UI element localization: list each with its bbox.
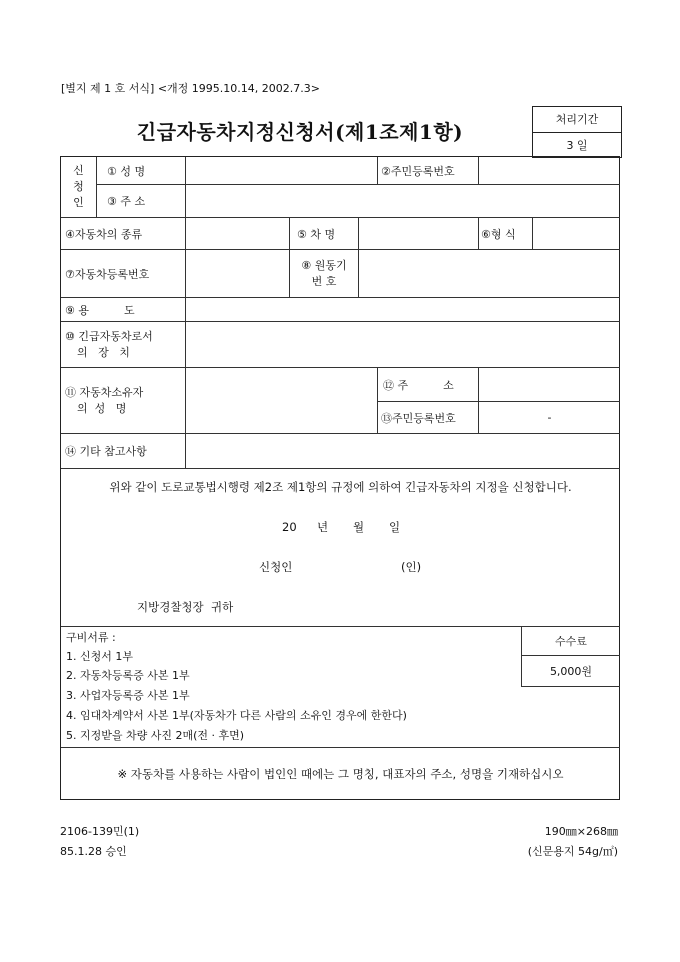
equipment-field[interactable] xyxy=(186,322,620,367)
processing-period-label: 처리기간 xyxy=(533,107,621,133)
equipment-label-line-2: 의 장 치 xyxy=(77,345,130,359)
processing-period-box xyxy=(532,106,622,158)
signature-line xyxy=(61,557,620,577)
date-day-unit: 일 xyxy=(389,520,401,534)
notes-field[interactable] xyxy=(186,434,620,468)
seal-label: (인) xyxy=(401,560,422,574)
date-month-unit: 월 xyxy=(353,520,365,534)
name-field[interactable] xyxy=(186,157,377,184)
recipient-label: 지방경찰청장 귀하 xyxy=(137,600,234,614)
engine-label-line-2: 번 호 xyxy=(311,274,337,288)
vehicle-type-label: ④자동차의 종류 xyxy=(65,227,143,241)
document-item: 5. 지정받을 차량 사진 2매(전 · 후면) xyxy=(66,729,245,742)
engine-label-line-1: ⑧ 원동기 xyxy=(301,258,347,272)
address-field[interactable] xyxy=(186,185,620,217)
registration-number-label: ⑦자동차등록번호 xyxy=(65,267,150,281)
owner-rrn-label: ⑬주민등록번호 xyxy=(381,411,456,425)
address-label: ③ 주 소 xyxy=(107,195,146,208)
equipment-label xyxy=(65,322,185,367)
fee-value: 5,000원 xyxy=(549,665,593,678)
owner-label-line-1: ⑪ 자동차소유자 xyxy=(65,385,144,399)
notice-text: ※ 자동차를 사용하는 사람이 법인인 때에는 그 명칭, 대표자의 주소, 성명을 기재하십시오 xyxy=(117,767,564,781)
engine-number-label xyxy=(290,250,358,297)
applicant-group-label xyxy=(61,157,96,217)
paper-size: 190㎜×268㎜ xyxy=(544,825,618,838)
document-item: 1. 신청서 1부 xyxy=(66,650,133,663)
registration-number-field[interactable] xyxy=(186,250,289,297)
vehicle-type-field[interactable] xyxy=(186,218,289,249)
vehicle-form-label: ⑥형 식 xyxy=(481,227,516,241)
form-code: 2106-139민(1) xyxy=(60,825,140,838)
use-field[interactable] xyxy=(186,298,620,321)
form-note: [별지 제 1 호 서식] <개정 1995.10.14, 2002.7.3> xyxy=(61,82,320,95)
fee-label: 수수료 xyxy=(555,635,587,648)
document-item: 2. 자동차등록증 사본 1부 xyxy=(66,669,190,682)
processing-period-value: 3 일 xyxy=(566,139,588,152)
owner-label-line-2: 의 성 명 xyxy=(77,401,127,415)
documents-title: 구비서류 : xyxy=(66,631,116,644)
date-year: 20 xyxy=(282,520,297,534)
rrn-label: ②주민등록번호 xyxy=(381,164,455,178)
vehicle-model-label: ⑤ 차 명 xyxy=(297,227,336,241)
applicant-char-3: 인 xyxy=(73,196,84,209)
name-label: ① 성 명 xyxy=(107,164,146,178)
owner-name-label xyxy=(65,368,185,433)
owner-rrn-field[interactable]: - xyxy=(547,411,552,424)
document-item: 4. 임대차계약서 사본 1부(자동차가 다른 사람의 소유인 경우에 한한다) xyxy=(66,709,407,722)
notes-label: ⑭ 기타 참고사항 xyxy=(65,445,147,458)
vehicle-model-field[interactable] xyxy=(359,218,478,249)
applicant-char-1: 신 xyxy=(73,164,84,177)
applicant-char-2: 청 xyxy=(73,180,84,193)
engine-number-field[interactable] xyxy=(359,250,620,297)
applicant-sign-label: 신청인 xyxy=(259,560,293,574)
owner-address-field[interactable] xyxy=(479,368,620,401)
vehicle-form-field[interactable] xyxy=(533,218,620,249)
declaration-text: 위와 같이 도로교통법시행령 제2조 제1항의 규정에 의하여 긴급자동차의 지정을 신청합니다. xyxy=(109,480,572,494)
equipment-label-line-1: ⑩ 긴급자동차로서 xyxy=(65,329,153,343)
form-title: 긴급자동차지정신청서(제1조제1항) xyxy=(136,120,464,144)
rrn-field[interactable] xyxy=(479,157,620,184)
application-form-table xyxy=(60,156,620,800)
use-label: ⑨ 용 도 xyxy=(65,303,135,317)
approval-date: 85.1.28 승인 xyxy=(60,845,127,858)
date-year-unit: 년 xyxy=(317,520,329,534)
paper-type: (신문용지 54g/㎡) xyxy=(527,845,618,858)
owner-address-label: ⑫ 주 소 xyxy=(383,378,454,392)
document-item: 3. 사업자등록증 사본 1부 xyxy=(66,689,190,702)
date-line xyxy=(61,517,620,537)
owner-name-field[interactable] xyxy=(186,368,377,433)
